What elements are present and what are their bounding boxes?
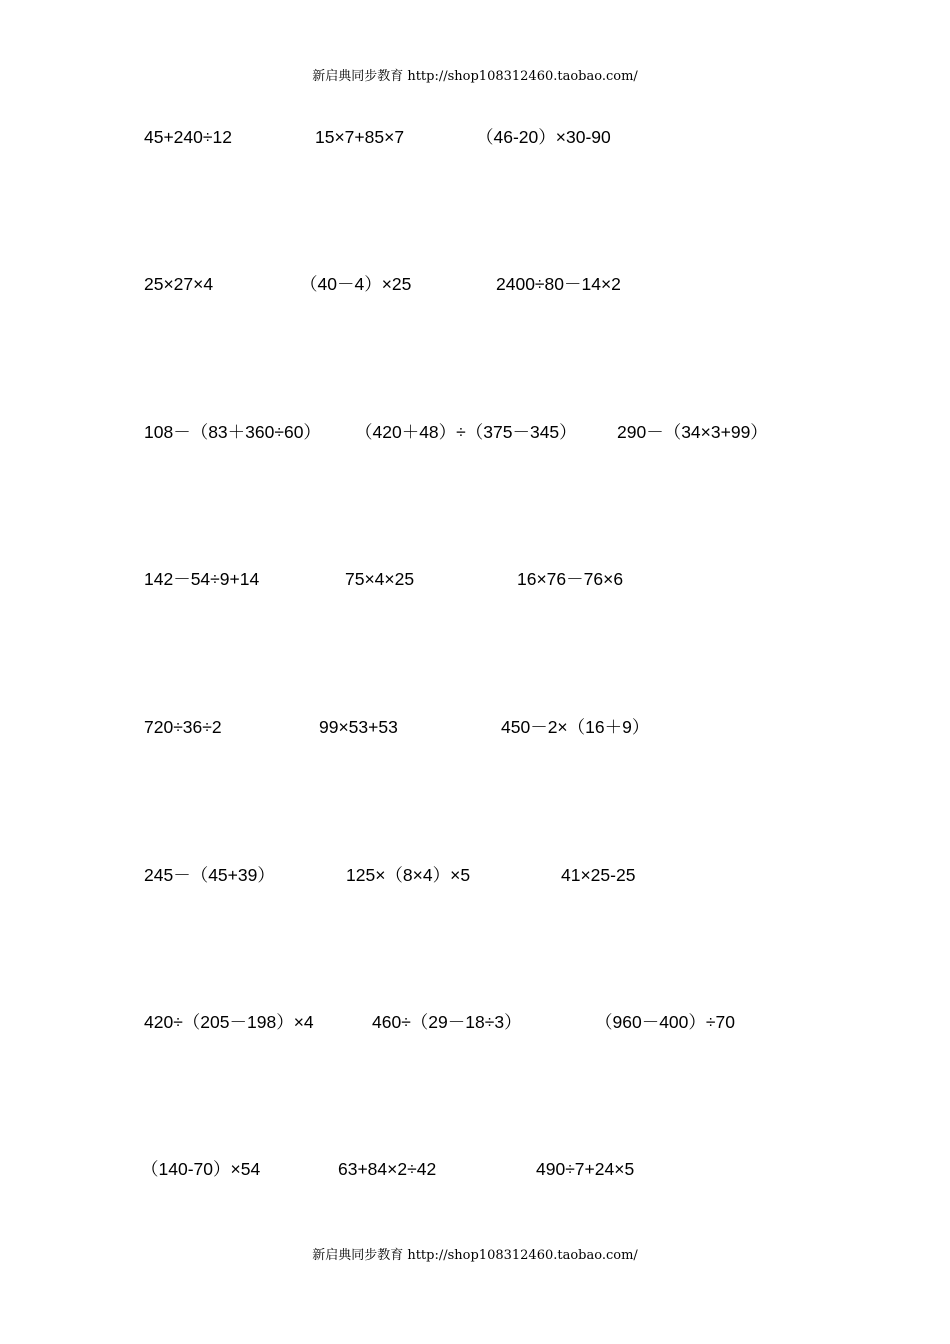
expression: 420÷（205－198）×4 xyxy=(144,1012,314,1032)
expression: （46-20）×30-90 xyxy=(476,127,611,147)
expression: 41×25-25 xyxy=(561,865,636,885)
expression: （420＋48）÷（375－345） xyxy=(355,422,577,442)
expression: 45+240÷12 xyxy=(144,127,232,147)
expression: 290－（34×3+99） xyxy=(617,422,768,442)
expression: 125×（8×4）×5 xyxy=(346,865,471,885)
expression: 16×76－76×6 xyxy=(517,569,624,589)
page-header: 新启典同步教育 http://shop108312460.taobao.com/ xyxy=(312,69,638,84)
expression: 2400÷80－14×2 xyxy=(496,274,621,294)
expression: 450－2×（16＋9） xyxy=(501,717,650,737)
expression: 75×4×25 xyxy=(345,569,415,589)
expression: 99×53+53 xyxy=(319,717,398,737)
expression: 490÷7+24×5 xyxy=(536,1159,635,1179)
page-footer: 新启典同步教育 http://shop108312460.taobao.com/ xyxy=(312,1248,638,1263)
expression: 15×7+85×7 xyxy=(315,127,405,147)
expression: 720÷36÷2 xyxy=(144,717,222,737)
expression: （140-70）×54 xyxy=(141,1159,261,1179)
expression: 460÷（29－18÷3） xyxy=(372,1012,522,1032)
expression: 25×27×4 xyxy=(144,274,214,294)
expression: （40－4）×25 xyxy=(300,274,412,294)
expression: （960－400）÷70 xyxy=(595,1012,735,1032)
expression: 142－54÷9+14 xyxy=(144,569,260,589)
expression: 245－（45+39） xyxy=(144,865,275,885)
expression: 63+84×2÷42 xyxy=(338,1159,437,1179)
expression: 108－（83＋360÷60） xyxy=(144,422,321,442)
